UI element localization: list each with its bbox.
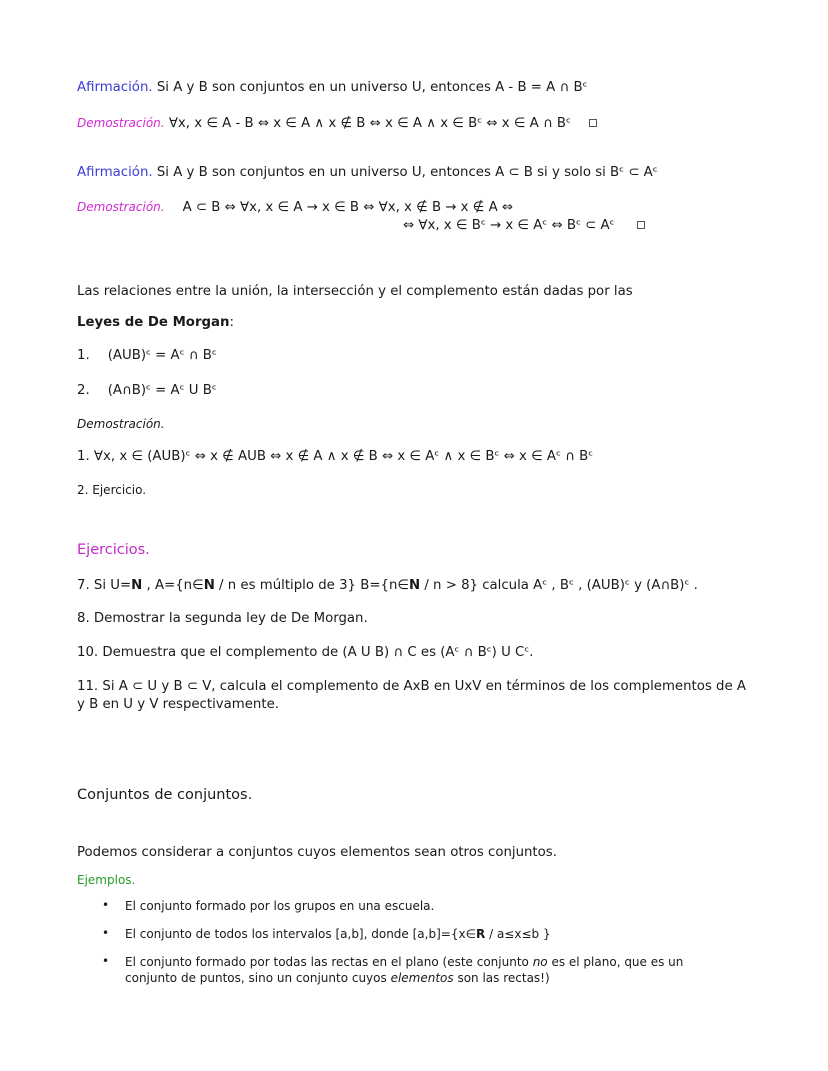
ley-number: 2. bbox=[77, 383, 90, 398]
ejercicios-title: Ejercicios. bbox=[77, 542, 150, 558]
ej3-part: El conjunto formado por todas las rectas en el plano (este conjunto bbox=[125, 955, 533, 969]
afirmacion-label: Afirmación. bbox=[77, 80, 153, 95]
leyes-title: Leyes de De Morgan bbox=[77, 315, 230, 330]
ej3-part: es el plano, que es un conjunto de puntos, sino un conjunto cuyos bbox=[125, 955, 684, 985]
ej7-part: / n > 8} calcula Aᶜ , Bᶜ , (AUB)ᶜ y (A∩B)ᶜ . bbox=[420, 578, 698, 593]
afirmacion-text: Si A y B son conjuntos en un universo U, entonces A ⊂ B si y solo si Bᶜ ⊂ Aᶜ bbox=[152, 165, 658, 180]
ej7-part: , A={n∈ bbox=[142, 578, 204, 593]
bullet-icon: • bbox=[102, 926, 110, 940]
demostracion-line-2: ⇔ ∀x, x ∈ Bᶜ → x ∈ Aᶜ ⇔ Bᶜ ⊂ Aᶜ bbox=[403, 218, 615, 233]
ley-1 bbox=[77, 347, 217, 365]
demostracion-line-1: A ⊂ B ⇔ ∀x, x ∈ A → x ∈ B ⇔ ∀x, x ∉ B → x ∉ A ⇔ bbox=[182, 200, 514, 215]
bullet-icon: • bbox=[102, 898, 110, 912]
demostracion-2-continuation bbox=[403, 217, 645, 235]
demostracion-2 bbox=[77, 198, 513, 217]
ej7-part: / n es múltiplo de 3} B={n∈ bbox=[214, 578, 409, 593]
ejemplo-1: El conjunto formado por los grupos en una escuela. bbox=[125, 899, 435, 913]
ejercicio-11: 11. Si A ⊂ U y B ⊂ V, calcula el complemento de AxB en UxV en términos de los complementos de A y B en U y V respectivamente. bbox=[77, 679, 746, 712]
ej3-emph: elementos bbox=[390, 971, 454, 985]
afirmacion-text: Si A y B son conjuntos en un universo U, entonces A - B = A ∩ Bᶜ bbox=[152, 80, 588, 95]
ley-2 bbox=[77, 382, 217, 400]
afirmacion-2 bbox=[77, 164, 658, 182]
ej3-part: son las rectas!) bbox=[453, 971, 550, 985]
ej7-naturals: N bbox=[131, 578, 143, 593]
bullet-icon: • bbox=[102, 954, 110, 968]
ej2-part: / a≤x≤b } bbox=[485, 927, 551, 941]
prueba-1: 1. ∀x, x ∈ (AUB)ᶜ ⇔ x ∉ AUB ⇔ x ∉ A ∧ x ∉ B ⇔ x ∈ Aᶜ ∧ x ∈ Bᶜ ⇔ x ∈ Aᶜ ∩ Bᶜ bbox=[77, 449, 594, 464]
leyes-heading bbox=[77, 314, 234, 332]
conjuntos-title: Conjuntos de conjuntos. bbox=[77, 787, 253, 803]
ej2-reals: R bbox=[476, 927, 486, 941]
leyes-colon: : bbox=[229, 315, 234, 330]
ej2-part: El conjunto de todos los intervalos [a,b], donde [a,b]={x∈ bbox=[125, 927, 477, 941]
demostracion-label: Demostración. bbox=[77, 116, 165, 130]
ejemplo-3 bbox=[125, 954, 715, 986]
ejercicio-7 bbox=[77, 577, 698, 595]
afirmacion-1 bbox=[77, 79, 588, 97]
conjuntos-intro: Podemos considerar a conjuntos cuyos elementos sean otros conjuntos. bbox=[77, 845, 557, 860]
qed-box-icon bbox=[637, 221, 645, 229]
ej7-part: 7. Si U= bbox=[77, 578, 132, 593]
ley-text: (AUB)ᶜ = Aᶜ ∩ Bᶜ bbox=[107, 348, 217, 363]
relaciones-text: Las relaciones entre la unión, la intersección y el complemento están dadas por las bbox=[77, 284, 633, 299]
ejercicio-10: 10. Demuestra que el complemento de (A U B) ∩ C es (Aᶜ ∩ Bᶜ) U Cᶜ. bbox=[77, 645, 534, 660]
ej7-naturals: N bbox=[408, 578, 421, 593]
ejemplo-2 bbox=[125, 926, 725, 942]
demostracion-label: Demostración. bbox=[77, 200, 165, 214]
demostracion-1 bbox=[77, 114, 597, 133]
ej3-emph: no bbox=[532, 955, 548, 969]
prueba-2: 2. Ejercicio. bbox=[77, 483, 147, 497]
qed-box-icon bbox=[589, 119, 597, 127]
ejercicio-8: 8. Demostrar la segunda ley de De Morgan. bbox=[77, 611, 368, 626]
ejemplos-label: Ejemplos. bbox=[77, 873, 136, 887]
demostracion-3-label: Demostración. bbox=[77, 417, 165, 431]
demostracion-text: ∀x, x ∈ A - B ⇔ x ∈ A ∧ x ∉ B ⇔ x ∈ A ∧ x ∈ Bᶜ ⇔ x ∈ A ∩ Bᶜ bbox=[164, 116, 571, 131]
ley-text: (A∩B)ᶜ = Aᶜ U Bᶜ bbox=[107, 383, 217, 398]
afirmacion-label: Afirmación. bbox=[77, 165, 153, 180]
ley-number: 1. bbox=[77, 348, 90, 363]
ej7-naturals: N bbox=[203, 578, 215, 593]
